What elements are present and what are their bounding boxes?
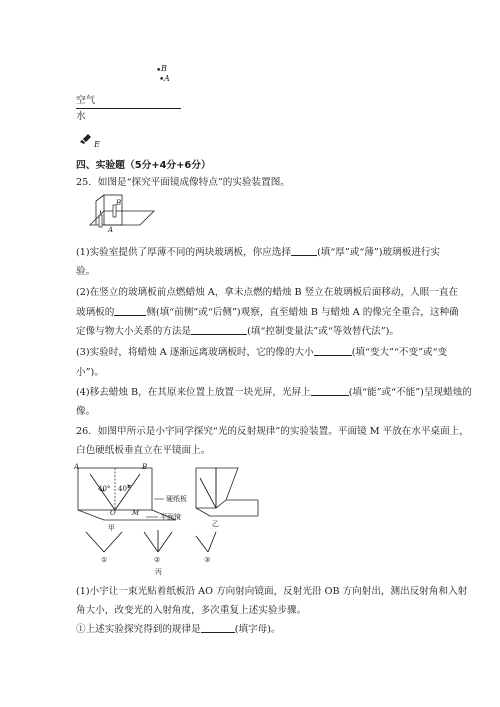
q25-part1-line1: [76, 245, 440, 260]
q26-part1-line1: (1)小宇让一束光贴着纸板沿 AO 方向射向镜面，反射光沿 OB 方向射出，测出反射角和入射: [76, 586, 468, 597]
q26-caption-c1: ①: [101, 556, 108, 564]
q26-angle-right: 40°: [118, 485, 131, 493]
q26-label-m: M: [132, 509, 140, 517]
q26-label-a: A: [74, 463, 80, 471]
q25-part2-text-c: 定像与物大小关系的方法是: [76, 326, 192, 337]
q25-fig-label-a: A: [108, 226, 114, 234]
q26-board-label: 硬纸板: [166, 495, 187, 503]
q26-part1-line2: 角大小，改变光的入射角度，多次重复上述实验步骤。: [76, 605, 307, 616]
q25-part4-text-a: (4)移去蜡烛 B，在其原来位置上放置一块光屏，光屏上: [76, 387, 311, 398]
q25-part3-line2: 小”)。: [76, 367, 104, 378]
q26-caption-c2: ②: [154, 556, 161, 564]
q26-figure-yi: [192, 464, 262, 522]
q25-part2-line2: [76, 305, 459, 320]
q25-part4-line1: [76, 385, 472, 400]
q25-part4-line2: 像。: [76, 406, 96, 417]
air-label: 空气: [76, 95, 96, 106]
q25-part4-blank[interactable]: [311, 385, 349, 396]
q25-part2-blank2[interactable]: [191, 324, 247, 335]
q25-part2-text-a: 玻璃板的: [76, 307, 115, 318]
q25-part2-blank1[interactable]: [114, 305, 146, 316]
q26-label-b: B: [142, 463, 148, 471]
q25-part2-text-d: (填“控制变量法”或“等效替代法”)。: [247, 326, 399, 337]
q26-caption-c3: ③: [204, 556, 211, 564]
q25-part3-line1: [76, 345, 447, 360]
q26-caption-jia: 甲: [108, 524, 115, 532]
q26-stem-line2: 白色硬纸板垂直立在平镜面上。: [76, 445, 211, 456]
q25-part3-text-a: (3)实验时，将蜡烛 A 逐渐远离玻璃板时，它的像的大小: [76, 347, 314, 358]
q26-sub1: [76, 622, 281, 637]
eye-label: E: [94, 140, 100, 149]
q26-sub1-blank[interactable]: [201, 622, 235, 633]
q25-part2-line3: [76, 324, 399, 339]
point-a-label: A: [164, 74, 170, 83]
q26-angle-left: 40°: [98, 485, 111, 493]
q25-part2-line1: (2)在竖立的玻璃板前点燃蜡烛 A，拿未点燃的蜡烛 B 竖立在玻璃板后面移动，人眼一直在: [76, 287, 459, 298]
q25-part3-blank[interactable]: [314, 345, 352, 356]
point-b-dot: •: [156, 66, 162, 76]
point-a-dot: •: [159, 75, 165, 85]
eye-icon: [78, 131, 94, 150]
q25-part1-text-b: (填“厚”或“薄”)玻璃板进行实: [317, 247, 441, 258]
q26-label-o: O: [110, 509, 116, 517]
q25-stem: 25．如图是“探究平面镜成像特点”的实验装置图。: [76, 177, 290, 188]
q26-caption-yi: 乙: [212, 520, 219, 528]
q25-part1-line2: 验。: [76, 266, 96, 277]
q25-part3-text-b: (填“变大”“不变”或“变: [351, 347, 448, 358]
point-b-label: B: [161, 64, 167, 73]
q26-sub1-text-a: ①上述实验探究得到的规律是: [76, 624, 201, 635]
q26-stem-line1: 26．如图甲所示是小宇同学探究“光的反射规律”的实验装置。平面镜 M 平放在水平桌面上，: [76, 426, 469, 437]
water-label: 水: [76, 111, 86, 122]
q26-sub1-text-b: (填字母)。: [234, 624, 281, 635]
q25-part1-text-a: (1)实验室提供了厚薄不同的两块玻璃板，你应选择: [76, 247, 292, 258]
q26-mirror-label: 平面镜: [160, 513, 181, 521]
q25-part1-blank[interactable]: [291, 245, 317, 256]
q26-caption-bing: 丙: [155, 568, 162, 576]
q25-part2-text-b: 侧(填“前侧”或“后侧”)观察，直至蜡烛 B 与蜡烛 A 的像完全重合，这种确: [146, 307, 459, 318]
water-surface-line: [76, 108, 181, 109]
q25-fig-label-b: B: [116, 199, 122, 207]
section-heading: 四、实验题（5分+4分+6分）: [76, 160, 211, 171]
q25-part4-text-b: (填“能”或“不能”)呈现蜡烛的: [348, 387, 472, 398]
